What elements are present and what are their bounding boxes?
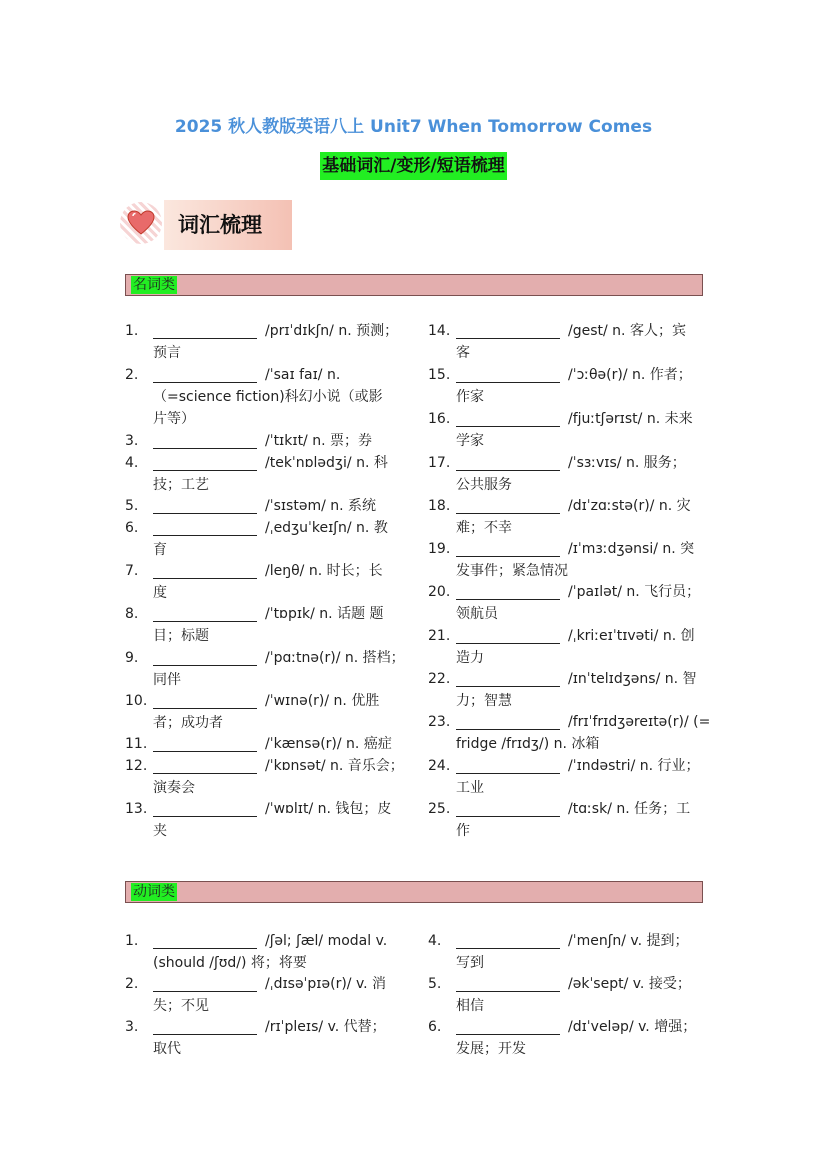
entry-definition-continued: 发展；开发	[456, 1041, 526, 1057]
entry-definition: /gest/ n. 客人；宾	[568, 323, 686, 339]
entry-definition-continued: 作家	[456, 389, 484, 405]
entry-number: 12.	[125, 758, 148, 774]
answer-blank[interactable]	[153, 1034, 257, 1035]
answer-blank[interactable]	[153, 448, 257, 449]
entry-definition: /ˈtɪkɪt/ n. 票；券	[265, 433, 372, 449]
noun-section-label: 名词类	[133, 277, 175, 293]
entry-definition: /ˈsɪstəm/ n. 系统	[265, 498, 377, 514]
entry-definition-continued: 学家	[456, 433, 484, 449]
entry-definition-continued: 预言	[153, 345, 181, 361]
entry-definition-continued: 目；标题	[153, 628, 209, 644]
entry-definition: /rɪˈpleɪs/ v. 代替；	[265, 1019, 386, 1035]
entry-definition: /ˈkænsə(r)/ n. 癌症	[265, 736, 392, 752]
entry-definition-continued: 客	[456, 345, 470, 361]
answer-blank[interactable]	[456, 643, 560, 644]
answer-blank[interactable]	[456, 556, 560, 557]
answer-blank[interactable]	[456, 513, 560, 514]
entry-definition: /ˈsaɪ faɪ/ n.	[265, 367, 341, 383]
entry-definition: /ˈpaɪlət/ n. 飞行员；	[568, 584, 701, 600]
entry-definition-continued: 写到	[456, 955, 484, 971]
entry-definition-continued: 度	[153, 585, 167, 601]
answer-blank[interactable]	[456, 470, 560, 471]
entry-definition-continued: 技；工艺	[153, 477, 209, 493]
entry-number: 5.	[125, 498, 139, 514]
vocab-section-header: 词汇梳理	[164, 200, 292, 250]
entry-definition: /frɪˈfrɪdʒəreɪtə(r)/ (=	[568, 714, 711, 730]
answer-blank[interactable]	[456, 338, 560, 339]
entry-number: 4.	[125, 455, 139, 471]
entry-number: 8.	[125, 606, 139, 622]
entry-definition-continued: 公共服务	[456, 477, 512, 493]
entry-definition: /leŋθ/ n. 时长；长	[265, 563, 383, 579]
entry-number: 18.	[428, 498, 451, 514]
entry-number: 4.	[428, 933, 442, 949]
answer-blank[interactable]	[153, 816, 257, 817]
answer-blank[interactable]	[153, 513, 257, 514]
entry-number: 3.	[125, 433, 139, 449]
entry-definition-continued: 育	[153, 542, 167, 558]
answer-blank[interactable]	[153, 708, 257, 709]
answer-blank[interactable]	[456, 948, 560, 949]
entry-number: 10.	[125, 693, 148, 709]
answer-blank[interactable]	[153, 665, 257, 666]
entry-definition-continued: 失；不见	[153, 998, 209, 1014]
entry-number: 22.	[428, 671, 451, 687]
answer-blank[interactable]	[456, 599, 560, 600]
entry-number: 14.	[428, 323, 451, 339]
entry-definition: /tekˈnɒlədʒi/ n. 科	[265, 455, 388, 471]
heart-icon	[127, 210, 155, 236]
page-subtitle: 基础词汇/变形/短语梳理	[320, 152, 506, 180]
entry-definition-continued: (should /ʃʊd/) 将；将要	[153, 955, 307, 971]
entry-definition: /ˈwɪnə(r)/ n. 优胜	[265, 693, 380, 709]
verb-section-label: 动词类	[133, 884, 175, 900]
entry-definition: /tɑːsk/ n. 任务；工	[568, 801, 691, 817]
verb-section-bar	[125, 881, 703, 903]
entry-definition: /ˌdɪsəˈpɪə(r)/ v. 消	[265, 976, 387, 992]
entry-definition-continued: 造力	[456, 650, 484, 666]
answer-blank[interactable]	[456, 1034, 560, 1035]
entry-definition-continued: （=science fiction)科幻小说（或影	[153, 389, 383, 405]
answer-blank[interactable]	[153, 382, 257, 383]
entry-number: 6.	[428, 1019, 442, 1035]
entry-number: 7.	[125, 563, 139, 579]
entry-definition: /ʃəl; ʃæl/ modal v.	[265, 933, 388, 949]
answer-blank[interactable]	[153, 470, 257, 471]
entry-definition: /ˌkriːeɪˈtɪvəti/ n. 创	[568, 628, 695, 644]
entry-definition-continued: 作	[456, 823, 470, 839]
entry-number: 11.	[125, 736, 148, 752]
entry-definition: /ˈwɒlɪt/ n. 钱包；皮	[265, 801, 392, 817]
entry-definition-continued: 夹	[153, 823, 167, 839]
entry-number: 23.	[428, 714, 451, 730]
entry-number: 17.	[428, 455, 451, 471]
entry-number: 1.	[125, 933, 139, 949]
entry-definition: /fjuːtʃərɪst/ n. 未来	[568, 411, 693, 427]
answer-blank[interactable]	[456, 729, 560, 730]
entry-number: 20.	[428, 584, 451, 600]
answer-blank[interactable]	[153, 578, 257, 579]
entry-number: 19.	[428, 541, 451, 557]
entry-definition-continued: 力；智慧	[456, 693, 512, 709]
entry-definition: /dɪˈveləp/ v. 增强；	[568, 1019, 697, 1035]
entry-number: 2.	[125, 976, 139, 992]
entry-definition-continued: 片等）	[153, 411, 195, 427]
entry-definition-continued: 发事件；紧急情况	[456, 563, 568, 579]
entry-definition-continued: 难；不幸	[456, 520, 512, 536]
answer-blank[interactable]	[153, 948, 257, 949]
entry-definition: /ˈpɑːtnə(r)/ n. 搭档；	[265, 650, 405, 666]
answer-blank[interactable]	[153, 751, 257, 752]
entry-definition: /ˈɪndəstri/ n. 行业；	[568, 758, 700, 774]
page-title: 2025 秋人教版英语八上 Unit7 When Tomorrow Comes	[174, 117, 653, 137]
entry-number: 21.	[428, 628, 451, 644]
answer-blank[interactable]	[456, 426, 560, 427]
entry-definition-continued: 者；成功者	[153, 715, 223, 731]
answer-blank[interactable]	[456, 773, 560, 774]
entry-definition-continued: 取代	[153, 1041, 181, 1057]
answer-blank[interactable]	[456, 991, 560, 992]
entry-definition-continued: 工业	[456, 780, 484, 796]
entry-definition: /dɪˈzɑːstə(r)/ n. 灾	[568, 498, 691, 514]
entry-definition-continued: 演奏会	[153, 780, 195, 796]
entry-definition-continued: 领航员	[456, 606, 498, 622]
noun-section-bar	[125, 274, 703, 296]
entry-definition: /ɪˈmɜːdʒənsi/ n. 突	[568, 541, 695, 557]
entry-definition: /ˌedʒuˈkeɪʃn/ n. 教	[265, 520, 388, 536]
entry-definition: /ˈɔːθə(r)/ n. 作者；	[568, 367, 692, 383]
entry-number: 24.	[428, 758, 451, 774]
entry-number: 2.	[125, 367, 139, 383]
entry-definition: /əkˈsept/ v. 接受；	[568, 976, 691, 992]
entry-number: 1.	[125, 323, 139, 339]
entry-definition: /ˈmenʃn/ v. 提到；	[568, 933, 689, 949]
entry-definition: /prɪˈdɪkʃn/ n. 预测；	[265, 323, 399, 339]
entry-number: 9.	[125, 650, 139, 666]
entry-definition-continued: 相信	[456, 998, 484, 1014]
answer-blank[interactable]	[153, 338, 257, 339]
answer-blank[interactable]	[153, 535, 257, 536]
entry-definition-continued: 同伴	[153, 672, 181, 688]
entry-definition: /ˈtɒpɪk/ n. 话题 题	[265, 606, 384, 622]
answer-blank[interactable]	[153, 991, 257, 992]
answer-blank[interactable]	[456, 382, 560, 383]
entry-definition: /ɪnˈtelɪdʒəns/ n. 智	[568, 671, 697, 687]
entry-number: 13.	[125, 801, 148, 817]
entry-number: 15.	[428, 367, 451, 383]
answer-blank[interactable]	[153, 773, 257, 774]
answer-blank[interactable]	[456, 816, 560, 817]
entry-number: 5.	[428, 976, 442, 992]
entry-number: 6.	[125, 520, 139, 536]
answer-blank[interactable]	[153, 621, 257, 622]
entry-definition: /ˈsɜːvɪs/ n. 服务；	[568, 455, 686, 471]
entry-definition: /ˈkɒnsət/ n. 音乐会；	[265, 758, 404, 774]
heart-badge	[120, 202, 162, 244]
answer-blank[interactable]	[456, 686, 560, 687]
entry-number: 3.	[125, 1019, 139, 1035]
entry-definition-continued: fridge /frɪdʒ/) n. 冰箱	[456, 736, 600, 752]
entry-number: 16.	[428, 411, 451, 427]
entry-number: 25.	[428, 801, 451, 817]
